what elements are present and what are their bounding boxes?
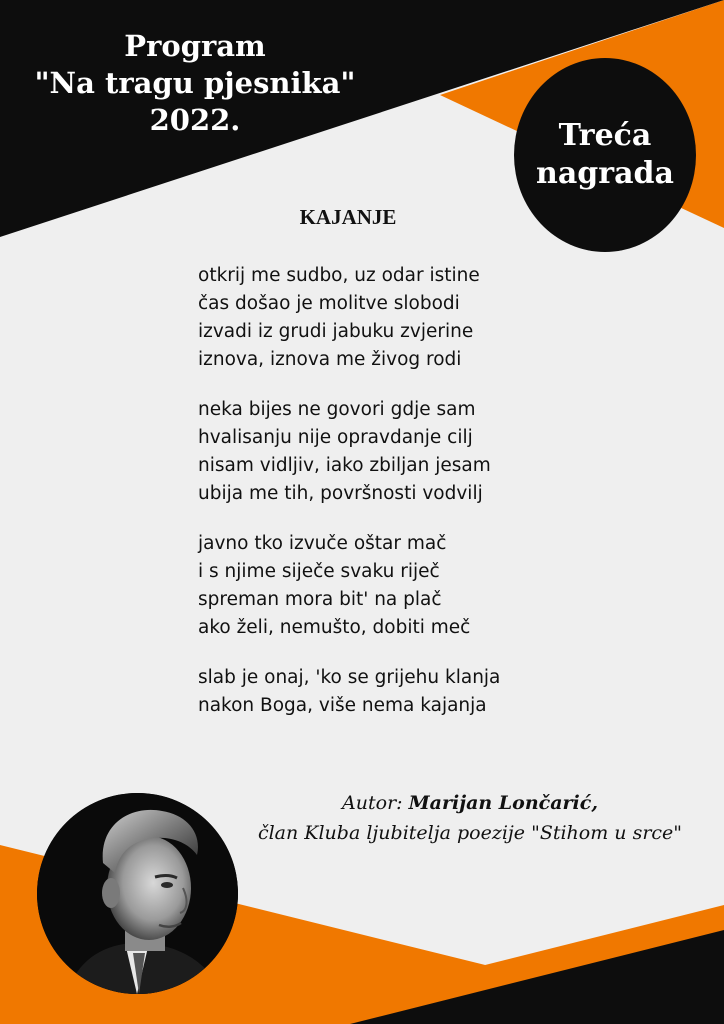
poem-line: slab je onaj, 'ko se grijehu klanja <box>198 667 501 688</box>
poem-line: nakon Boga, više nema kajanja <box>198 695 487 716</box>
stanza <box>198 530 578 642</box>
stanza <box>198 396 578 508</box>
poem-line: hvalisanju nije opravdanje cilj <box>198 427 473 448</box>
poem-line: i s njime siječe svaku riječ <box>198 561 440 582</box>
poem-line: otkrij me sudbo, uz odar istine <box>198 265 480 286</box>
poem-line: javno tko izvuče oštar mač <box>198 533 447 554</box>
portrait-illustration <box>37 793 238 994</box>
poem-line: nisam vidljiv, iako zbiljan jesam <box>198 455 491 476</box>
header-line-title: "Na tragu pjesnika" <box>34 66 356 100</box>
poem-line: ubija me tih, površnosti vodvilj <box>198 483 483 504</box>
award-badge <box>514 58 696 252</box>
stanza <box>198 664 578 720</box>
badge-line-1: Treća <box>558 118 652 153</box>
poem-line: neka bijes ne govori gdje sam <box>198 399 476 420</box>
author-name: Marijan Lončarić, <box>408 792 598 814</box>
poem-line: izvadi iz grudi jabuku zvjerine <box>198 321 474 342</box>
poem-title: KAJANJE <box>299 205 397 229</box>
author-line <box>230 788 710 818</box>
header-line-program: Program <box>124 29 266 63</box>
author-portrait <box>37 793 238 994</box>
program-header <box>20 28 370 139</box>
author-credit <box>230 788 710 848</box>
badge-line-2: nagrada <box>536 156 674 191</box>
author-affiliation: član Kluba ljubitelja poezije "Stihom u srce" <box>257 822 683 844</box>
author-label: Autor: <box>342 792 403 814</box>
header-line-year: 2022. <box>149 103 241 137</box>
stanza <box>198 262 578 374</box>
poem-line: ako želi, nemušto, dobiti meč <box>198 617 471 638</box>
poem-line: iznova, iznova me živog rodi <box>198 349 462 370</box>
poem-body <box>198 262 578 742</box>
poem-line: spreman mora bit' na plač <box>198 589 442 610</box>
poem-line: čas došao je molitve slobodi <box>198 293 460 314</box>
